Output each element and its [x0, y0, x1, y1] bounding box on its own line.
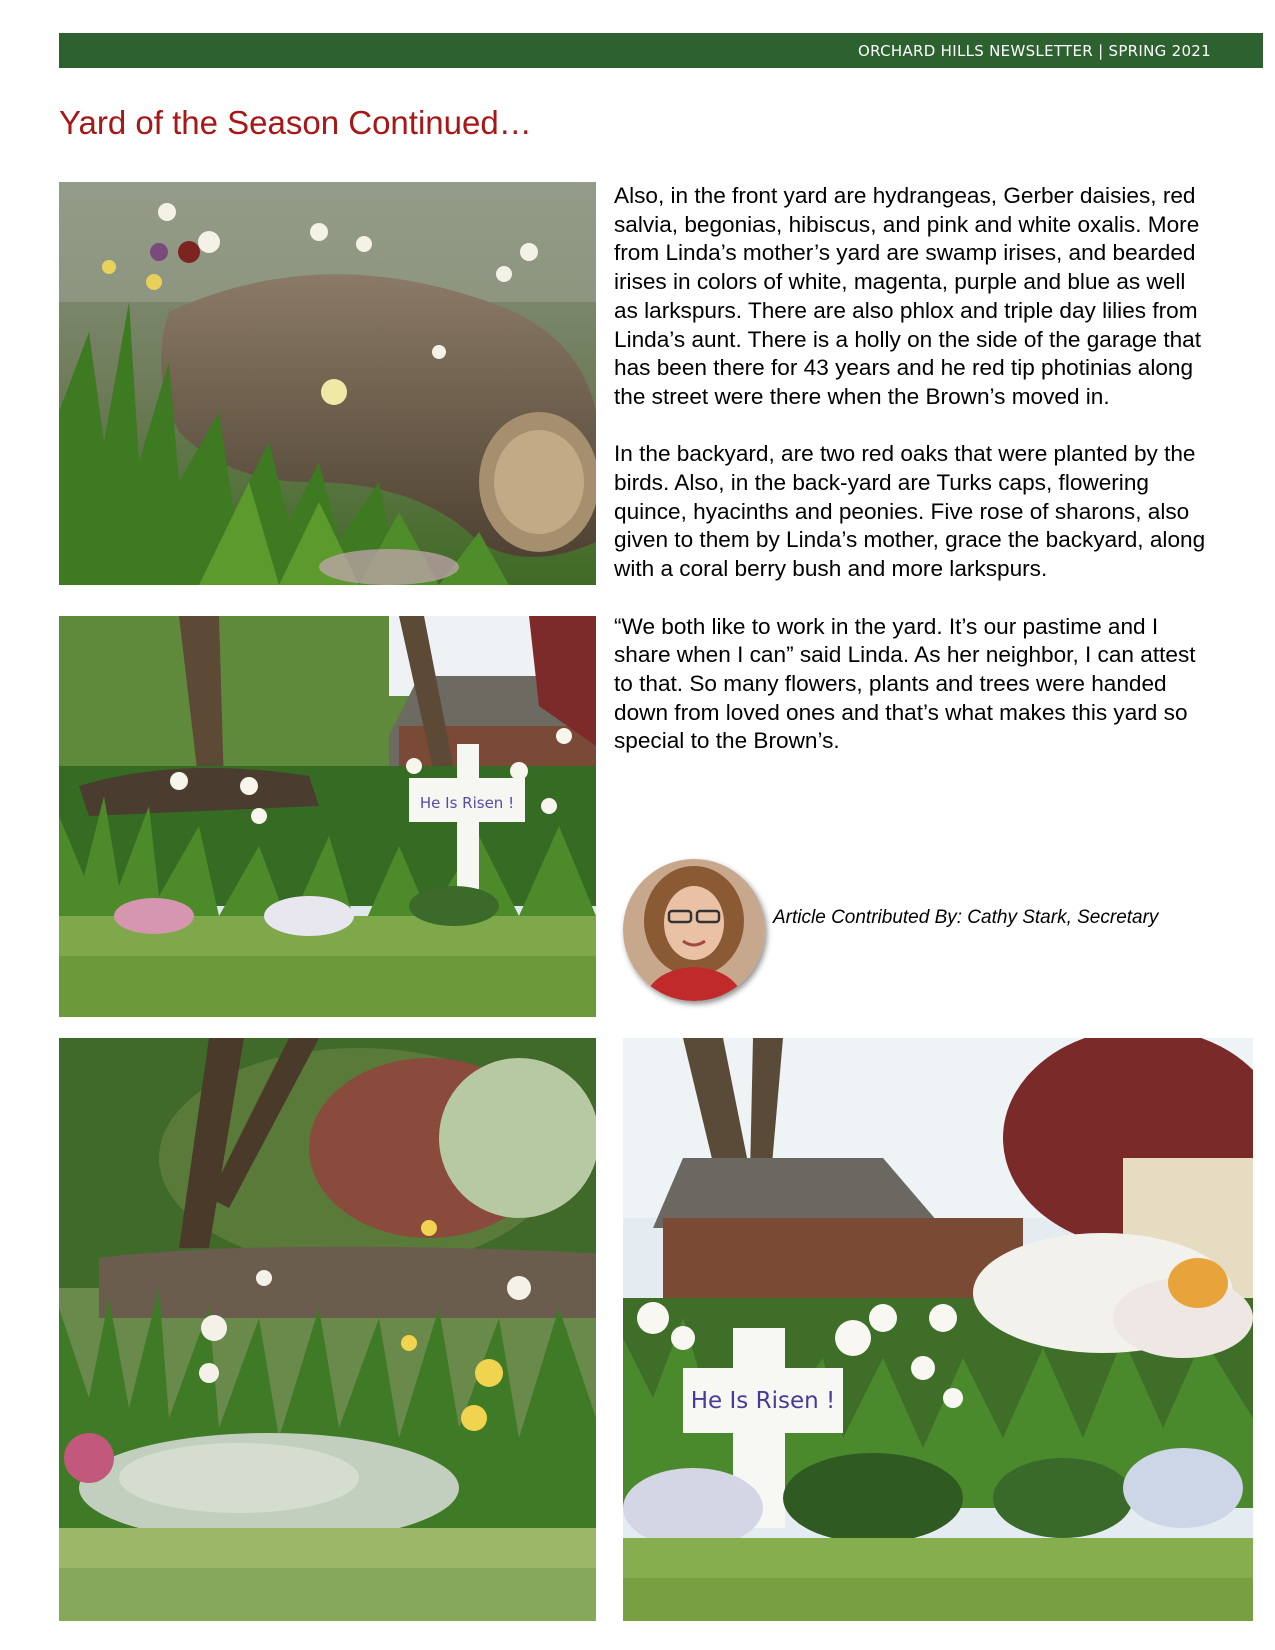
- page-title: Yard of the Season Continued…: [59, 104, 532, 141]
- header-bar: [59, 33, 1263, 68]
- photo-cross-azaleas: [623, 1038, 1253, 1621]
- article-paragraph: “We both like to work in the yard. It’s our pastime and I share when I can” said Linda. As her neighbor, I can attest to that. So many flowers, plants and trees were handed down from loved ones and that’s what makes this yard so special to the Brown’s.: [614, 613, 1196, 754]
- photo-fallen-log-irises: [59, 182, 596, 585]
- article-paragraph: Also, in the front yard are hydrangeas, Gerber daisies, red salvia, begonias, hibiscus, and pink and white oxalis. More from Linda’s mother’s yard are swamp irises, and bearded irises in colors of white, magenta, purple and blue as well as larkspurs. There are also phlox and triple day lilies from Linda’s aunt. There is a holly on the side of the garage that has been there for 43 years and he red tip photinias along the street were there when the Brown’s moved in.: [614, 183, 1202, 409]
- article-paragraph: In the backyard, are two red oaks that were planted by the birds. Also, in the back-yard are Turks caps, flowering quince, hyacinths and peonies. Five rose of sharons, also given to them by Linda’s mother, grace the backyard, along with a coral berry bush and more larkspurs.: [614, 441, 1206, 582]
- article-credit: Article Contributed By: Cathy Stark, Secretary: [773, 907, 1159, 928]
- article-body: [614, 182, 1214, 785]
- newsletter-header: ORCHARD HILLS NEWSLETTER | SPRING 2021: [858, 42, 1211, 60]
- photo-irises-lambs-ear: [59, 1038, 596, 1621]
- cross-sign-text: He Is Risen !: [419, 794, 515, 812]
- photo-front-yard-cross: [59, 616, 596, 1017]
- cross-sign-text-large: He Is Risen !: [690, 1388, 836, 1414]
- author-avatar: [623, 859, 765, 1001]
